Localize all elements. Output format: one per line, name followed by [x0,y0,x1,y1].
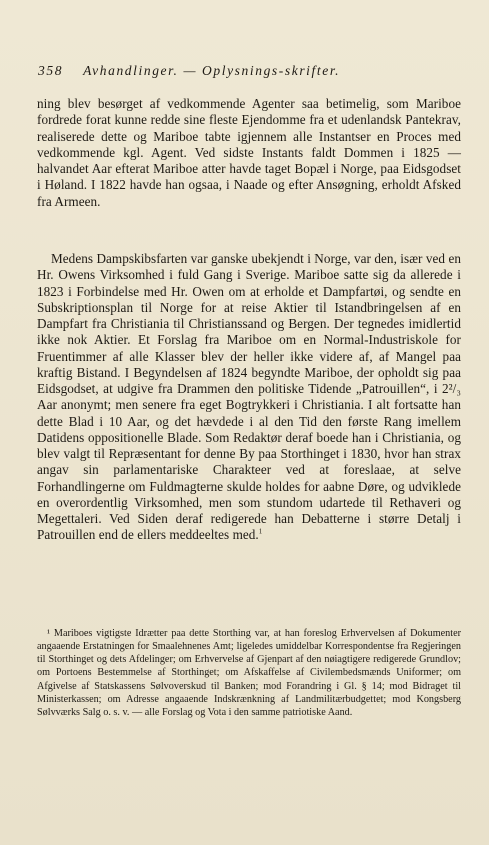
running-header [38,63,451,79]
footnote-reference: 1 [258,527,263,536]
paragraph-2 [37,251,461,544]
footnote [37,627,461,719]
paragraph-2-text: Medens Dampskibsfarten var ganske ubekjendt i Norge, var den, især ved en Hr. Owens Virksomhed i fuld Gang i Sverige. Mariboe satte sig da allerede i 1823 i Forbindelse med Hr. Owen om at erholde et Dampfartøi, og sendte en Subskriptionsplan til Norge for at reise Aktier til Istandbringelsen af en Dampfart fra Christiania til Christianssand og Bergen. Der tegnedes imidlertid ikke nok Aktier. Et Forslag fra Mariboe om en Normal-Industriskole for Fruentimmer af alle Klasser blev der heller ikke videre af, af Mangel paa kraftig Bistand. I Begyndelsen af 1824 begyndte Mariboe, der opholdt sig paa Eidsgodset, at udgive fra Drammen den politiske Tidende „Patrouillen“, i 2²/₃ Aar anonymt; men senere fra eget Bogtrykkeri i Christiania. I alt fortsatte han dette Blad i 10 Aar, og det hævdede i al den Tid den første Rang imellem Datidens oppositionelle Blade. Som Redaktør deraf boede han i Christiania, og blev valgt til Repræsentant for denne By paa Storthinget i 1830, hvor han strax angav sin parlamentariske Charakteer ved at foreslaae, at selve Forhandlingerne om Fuldmagterne skulde holdes for aabne Døre, og udviklede en overordentlig Virksomhed, men som stundom udartede til Rethaveri og Megettaleri. Ved Siden deraf redigerede han Debatterne i større Detalj i Patrouillen end de ellers meddeeltes med. [37,251,461,543]
page-number: 358 [38,63,64,78]
footnote-marker: ¹ [47,628,51,639]
footnote-text: Mariboes vigtigste Idrætter paa dette Storthing var, at han foreslog Erhvervelsen af Dokumenter angaaende Erstatningen for Smaalehnenes Amt; ligeledes umiddelbar Korrespondentse fra Regjeringen til Storthinget og dets Afdelinger; om Erhvervelse af Gjenpart af den nøiagtigere redigerede Grundlov; om Portoens Bestemmelse af Storthinget; om Afskaffelse af Civilembedsmænds Uniformer; om Afgivelse af Statskassens Sølvoverskud til Banken; mod Forandring i Gl. § 14; mod Bidraget til Ministerkassen; om Adresse angaaende Indskrænkning af Landmilitærbudgettet; mod Kongsberg Sølvværks Salg o. s. v. — alle Forslag og Vota i den samme patriotiske Aand. [37,628,461,718]
paragraph-1: ning blev besørget af vedkommende Agenter saa betimelig, som Mariboe fordrede forat kunne redde sine fleste Ejendomme fra et udenlandsk Pantekrav, realiserede dette og Mariboe tabte igjennem alle Instantser en Proces med vedkommende kgl. Agent. Ved sidste Instants faldt Dommen i 1825 — halvandet Aar efterat Mariboe atter havde taget Bopæl i Norge, paa Eidsgodset i Høland. I 1822 havde han ogsaa, i Naade og efter Ansøgning, erholdt Afsked fra Armeen. [37,96,461,209]
running-title: Avhandlinger. — Oplysnings-skrifter. [83,63,341,78]
